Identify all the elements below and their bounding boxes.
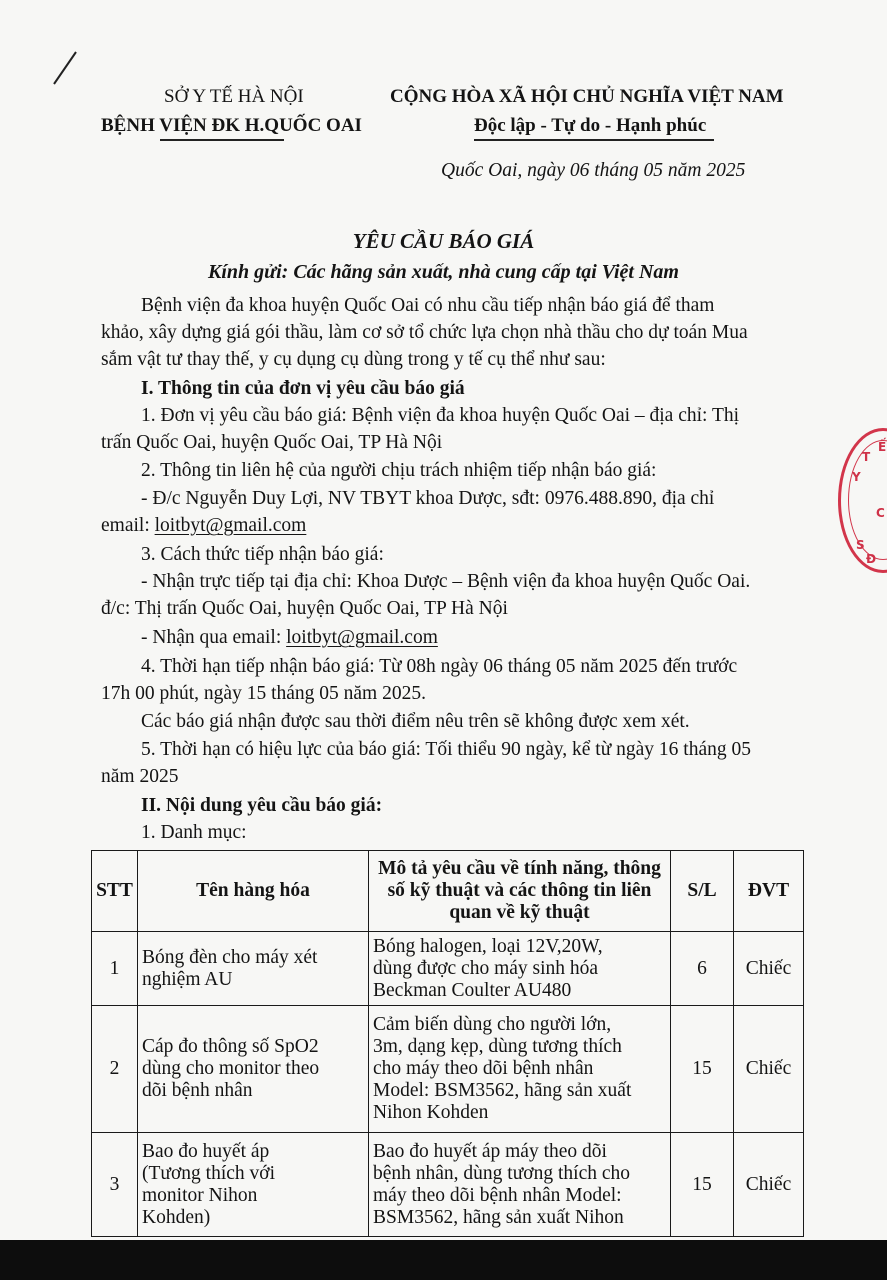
row-spec-line: bệnh nhân, dùng tương thích cho [373, 1162, 631, 1184]
intro-line-3: sắm vật tư thay thế, y cụ dụng cụ dùng trong y tế cụ thể như sau: [101, 349, 606, 370]
row-spec-line: Cảm biến dùng cho người lớn, [373, 1014, 612, 1035]
row-stt: 2 [92, 1006, 138, 1133]
item-4-line-b: 17h 00 phút, ngày 15 tháng 05 năm 2025. [101, 683, 426, 704]
item-3-direct-a: - Nhận trực tiếp tại địa chỉ: Khoa Dược – Bệnh viện đa khoa huyện Quốc Oai. [141, 571, 751, 592]
item-2: 2. Thông tin liên hệ của người chịu trách nhiệm tiếp nhận báo giá: [141, 460, 657, 481]
table-row [92, 932, 804, 1006]
email-receive-label: - Nhận qua email: [141, 627, 287, 648]
hospital-name: BỆNH VIỆN ĐK H.QUỐC OAI [101, 115, 362, 136]
row-spec-line: Beckman Coulter AU480 [373, 979, 572, 1001]
row-stt: 3 [92, 1133, 138, 1237]
section-1-heading: I. Thông tin của đơn vị yêu cầu báo giá [141, 378, 465, 399]
header-spec-line: quan về kỹ thuật [449, 902, 590, 923]
row-name-line: Bao đo huyết áp [142, 1140, 270, 1162]
item-1-line-a: 1. Đơn vị yêu cầu báo giá: Bệnh viện đa khoa huyện Quốc Oai – địa chỉ: Thị [141, 405, 740, 426]
row-spec-line: BSM3562, hãng sản xuất Nihon [373, 1206, 624, 1228]
seal-letter: Y [852, 470, 861, 484]
ministry-name: SỞ Y TẾ HÀ NỘI [164, 86, 304, 107]
row-unit: Chiếc [734, 932, 804, 1006]
hospital-name-underline [160, 139, 284, 141]
document-title: YÊU CẦU BÁO GIÁ [352, 229, 535, 253]
email-label: email: [101, 515, 155, 536]
row-qty: 15 [671, 1006, 734, 1133]
table-header-row [92, 851, 804, 932]
row-unit: Chiếc [734, 1133, 804, 1237]
seal-letter: C [876, 506, 885, 520]
row-stt: 1 [92, 932, 138, 1006]
row-name-line: dùng cho monitor theo [142, 1058, 320, 1079]
row-spec [369, 932, 671, 1006]
item-2-contact: - Đ/c Nguyễn Duy Lợi, NV TBYT khoa Dược, sđt: 0976.488.890, địa chỉ [141, 488, 715, 509]
header-spec [369, 851, 671, 932]
intro-line-1: Bệnh viện đa khoa huyện Quốc Oai có nhu cầu tiếp nhận báo giá để tham [141, 295, 715, 316]
national-motto: Độc lập - Tự do - Hạnh phúc [474, 115, 707, 136]
row-spec-line: cho máy theo dõi bệnh nhân [373, 1058, 594, 1079]
intro-line-2: khảo, xây dựng giá gói thầu, làm cơ sở tổ chức lựa chọn nhà thầu cho dự toán Mua [101, 322, 748, 343]
item-1-line-b: trấn Quốc Oai, huyện Quốc Oai, TP Hà Nội [101, 432, 443, 453]
row-name [138, 1006, 369, 1133]
item-3-email-line [141, 627, 438, 649]
items-table [91, 850, 804, 1237]
row-name-line: Cáp đo thông số SpO2 [142, 1036, 319, 1057]
header-qty: S/L [671, 851, 734, 932]
item-2-email-line [101, 515, 306, 537]
row-qty: 15 [671, 1133, 734, 1237]
header-name: Tên hàng hóa [138, 851, 369, 932]
item-3: 3. Cách thức tiếp nhận báo giá: [141, 544, 384, 565]
row-unit: Chiếc [734, 1006, 804, 1133]
row-name-line: dõi bệnh nhân [142, 1080, 253, 1101]
item-5-line-b: năm 2025 [101, 766, 179, 787]
row-name-line: monitor Nihon [142, 1184, 258, 1206]
row-name [138, 932, 369, 1006]
header-spec-line: số kỹ thuật và các thông tin liên [387, 880, 652, 901]
row-spec [369, 1006, 671, 1133]
receive-email-link[interactable]: loitbyt@gmail.com [286, 627, 438, 648]
item-4-note: Các báo giá nhận được sau thời điểm nêu trên sẽ không được xem xét. [141, 711, 690, 732]
seal-letter: T [862, 450, 871, 464]
header-spec-line: Mô tả yêu cầu về tính năng, thông [378, 858, 661, 879]
row-spec-line: dùng được cho máy sinh hóa [373, 957, 599, 979]
row-name-line: Bóng đèn cho máy xét [142, 946, 318, 968]
row-spec-line: Nihon Kohden [373, 1102, 489, 1123]
row-name [138, 1133, 369, 1237]
list-label: 1. Danh mục: [141, 822, 247, 843]
item-3-direct-b: đ/c: Thị trấn Quốc Oai, huyện Quốc Oai, TP Hà Nội [101, 598, 508, 619]
row-spec-line: 3m, dạng kẹp, dùng tương thích [373, 1036, 622, 1057]
row-name-line: (Tương thích với [142, 1162, 276, 1184]
row-spec-line: Bao đo huyết áp máy theo dõi [373, 1140, 607, 1162]
seal-letter: Ế [878, 440, 887, 454]
header-stt: STT [92, 851, 138, 932]
seal-letter: S [856, 538, 865, 552]
item-5-line-a: 5. Thời hạn có hiệu lực của báo giá: Tối thiểu 90 ngày, kể từ ngày 16 tháng 05 [141, 739, 751, 760]
contact-email-link[interactable]: loitbyt@gmail.com [154, 515, 307, 536]
row-spec [369, 1133, 671, 1237]
motto-underline [474, 139, 714, 141]
scan-bottom-edge [0, 1240, 887, 1280]
section-2-heading: II. Nội dung yêu cầu báo giá: [141, 795, 383, 816]
row-spec-line: máy theo dõi bệnh nhân Model: [373, 1184, 622, 1206]
document-date: Quốc Oai, ngày 06 tháng 05 năm 2025 [441, 160, 746, 181]
table-row [92, 1006, 804, 1133]
row-spec-line: Model: BSM3562, hãng sản xuất [373, 1080, 632, 1101]
header-unit: ĐVT [734, 851, 804, 932]
recipient-line: Kính gửi: Các hãng sản xuất, nhà cung cấp tại Việt Nam [208, 261, 679, 283]
row-name-line: nghiệm AU [142, 968, 233, 990]
table-row [92, 1133, 804, 1237]
row-spec-line: Bóng halogen, loại 12V,20W, [373, 935, 603, 957]
row-name-line: Kohden) [142, 1206, 211, 1228]
pen-stroke-mark [48, 46, 84, 88]
national-title: CỘNG HÒA XÃ HỘI CHỦ NGHĨA VIỆT NAM [390, 86, 784, 107]
row-qty: 6 [671, 932, 734, 1006]
item-4-line-a: 4. Thời hạn tiếp nhận báo giá: Từ 08h ngày 06 tháng 05 năm 2025 đến trước [141, 656, 738, 677]
seal-letter: Đ [866, 552, 877, 566]
